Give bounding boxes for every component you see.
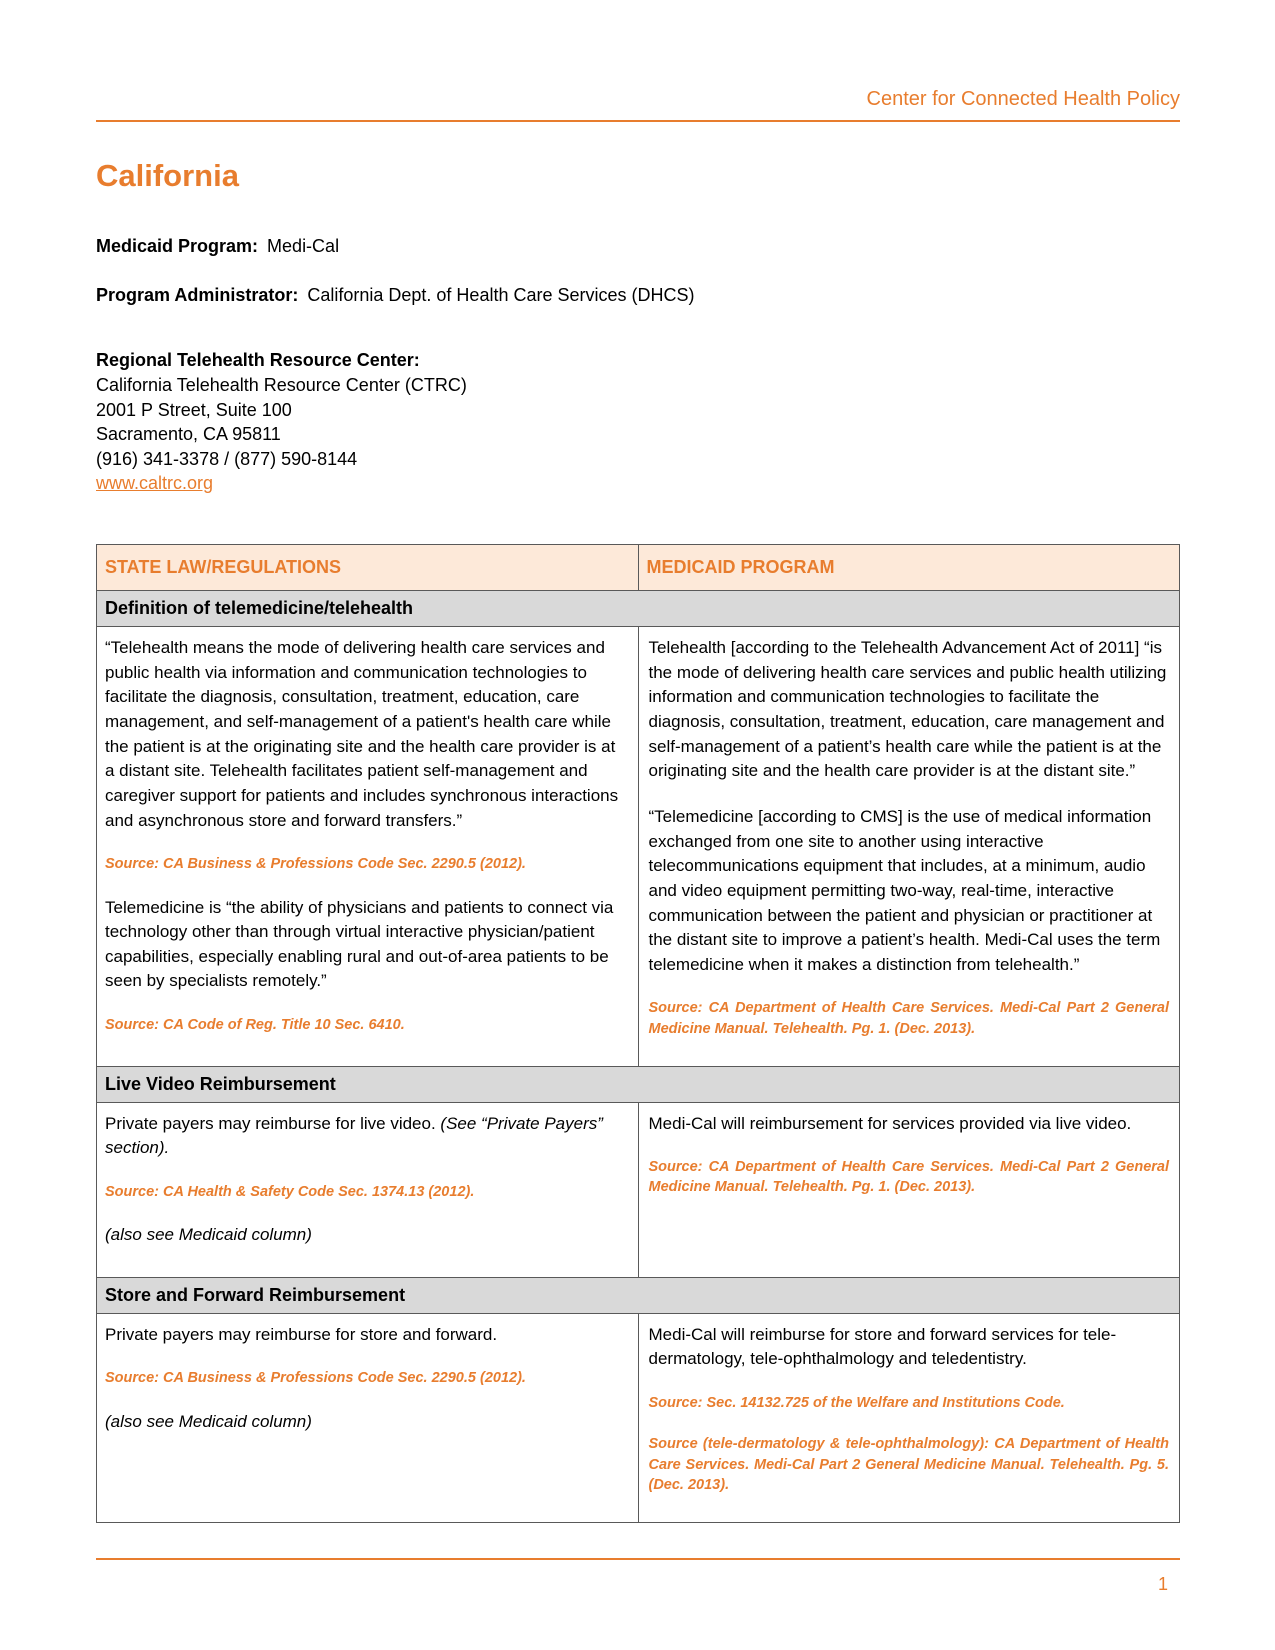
source-citation: Source: CA Health & Safety Code Sec. 1374.13 (2012).	[105, 1183, 475, 1200]
resource-center-city: Sacramento, CA 95811	[96, 424, 281, 445]
see-private-payers-note: (See “Private Payers” section).	[105, 1113, 603, 1158]
store-forward-state-law-paragraph: Private payers may reimburse for store and forward.	[105, 1324, 498, 1344]
source-citation: Source: CA Department of Health Care Services. Medi-Cal Part 2 General Medicine Manual. Telehealth. Pg. 1. (Dec. 2013).	[648, 1000, 1169, 1037]
table-row-definition	[97, 627, 1180, 1066]
resource-center-label: Regional Telehealth Resource Center:	[96, 350, 420, 371]
program-administrator-value: California Dept. of Health Care Services (DHCS)	[307, 284, 695, 305]
page-title: California	[96, 158, 239, 193]
column-header-medicaid: MEDICAID PROGRAM	[638, 545, 1180, 591]
resource-center-phone: (916) 341-3378 / (877) 590-8144	[96, 448, 358, 469]
definition-medicaid-cell	[638, 627, 1180, 1066]
page-number: 1	[1157, 1574, 1168, 1594]
definition-state-law-cell	[97, 627, 639, 1066]
source-citation: Source: CA Business & Professions Code Sec. 2290.5 (2012).	[105, 1370, 526, 1387]
footer-rule	[96, 1558, 1180, 1560]
live-video-state-law-cell	[97, 1102, 639, 1277]
program-administrator-label: Program Administrator:	[96, 284, 299, 305]
column-header-state-law: STATE LAW/REGULATIONS	[97, 545, 639, 591]
store-forward-state-law-cell	[97, 1313, 639, 1522]
section-title-definition: Definition of telemedicine/telehealth	[97, 591, 1180, 627]
section-row-definition	[97, 591, 1180, 627]
table-row-live-video	[97, 1102, 1180, 1277]
section-title-live-video: Live Video Reimbursement	[97, 1066, 1180, 1102]
medicaid-program-value: Medi-Cal	[267, 236, 340, 256]
header-rule	[96, 120, 1180, 122]
source-citation: Source: CA Code of Reg. Title 10 Sec. 6410.	[105, 1017, 405, 1034]
source-citation: Source (tele-dermatology & tele-ophthalmology): CA Department of Health Care Services. Medi-Cal Part 2 General Medicine Manual. Telehealth. Pg. 5. (Dec. 2013).	[648, 1436, 1169, 1493]
resource-center-street: 2001 P Street, Suite 100	[96, 399, 292, 420]
definition-state-law-paragraph-1: “Telehealth means the mode of delivering health care services and public health via information and communication technologies to facilitate the diagnosis, consultation, treatment, education, care management, and self-management of a patient's health care while the patient is at the originating site and the health care provider is at a distant site. Telehealth facilitates patient self-management and caregiver support for patients and includes synchronous interactions and asynchronous store and forward transfers.”	[105, 638, 619, 830]
policy-table	[96, 544, 1180, 1523]
source-citation: Source: CA Business & Professions Code Sec. 2290.5 (2012).	[105, 856, 526, 873]
also-see-medicaid-note: (also see Medicaid column)	[105, 1225, 312, 1245]
medicaid-program-field	[96, 236, 1180, 258]
live-video-medicaid-cell	[638, 1102, 1180, 1277]
org-header: Center for Connected Health Policy	[866, 88, 1180, 110]
section-row-live-video	[97, 1066, 1180, 1102]
caltrc-link[interactable]: www.caltrc.org	[96, 473, 214, 494]
table-row-store-forward	[97, 1313, 1180, 1522]
definition-medicaid-paragraph-2: “Telemedicine [according to CMS] is the use of medical information exchanged from one site to another using interactive telecommunications equipment that includes, at a minimum, audio and video equipment permitting two-way, real-time, interactive communication between the patient and physician or practitioner at the distant site to improve a patient’s health. Medi-Cal uses the term telemedicine when it makes a distinction from telehealth.”	[648, 806, 1161, 974]
resource-center-block	[96, 348, 1180, 496]
store-forward-medicaid-paragraph: Medi-Cal will reimburse for store and forward services for tele-dermatology, tele-ophthalmology and teledentistry.	[648, 1324, 1117, 1369]
source-citation: Source: CA Department of Health Care Services. Medi-Cal Part 2 General Medicine Manual. Telehealth. Pg. 1. (Dec. 2013).	[648, 1159, 1169, 1196]
definition-state-law-paragraph-2: Telemedicine is “the ability of physicians and patients to connect via technology other than through virtual interactive physician/patient capabilities, especially enabling rural and out-of-area patients to be seen by specialists remotely.”	[105, 897, 614, 991]
definition-medicaid-paragraph-1: Telehealth [according to the Telehealth Advancement Act of 2011] “is the mode of delivering health care services and public health utilizing information and communication technologies to facilitate the diagnosis, consultation, treatment, education, care management and self-management of a patient’s health care while the patient is at the originating site and the health care provider is at the distant site.”	[648, 638, 1167, 781]
resource-center-name: California Telehealth Resource Center (CTRC)	[96, 374, 467, 395]
page-footer	[96, 1558, 1180, 1595]
live-video-medicaid-paragraph: Medi-Cal will reimbursement for services provided via live video.	[648, 1113, 1132, 1133]
section-title-store-forward: Store and Forward Reimbursement	[97, 1277, 1180, 1313]
live-video-state-law-paragraph: Private payers may reimburse for live video. (See “Private Payers” section).	[105, 1113, 603, 1158]
store-forward-medicaid-cell	[638, 1313, 1180, 1522]
section-row-store-forward	[97, 1277, 1180, 1313]
table-header-row	[97, 545, 1180, 591]
also-see-medicaid-note: (also see Medicaid column)	[105, 1411, 312, 1431]
program-administrator-field	[96, 285, 1180, 307]
medicaid-program-label: Medicaid Program:	[96, 236, 259, 256]
source-citation: Source: Sec. 14132.725 of the Welfare and Institutions Code.	[648, 1395, 1065, 1412]
